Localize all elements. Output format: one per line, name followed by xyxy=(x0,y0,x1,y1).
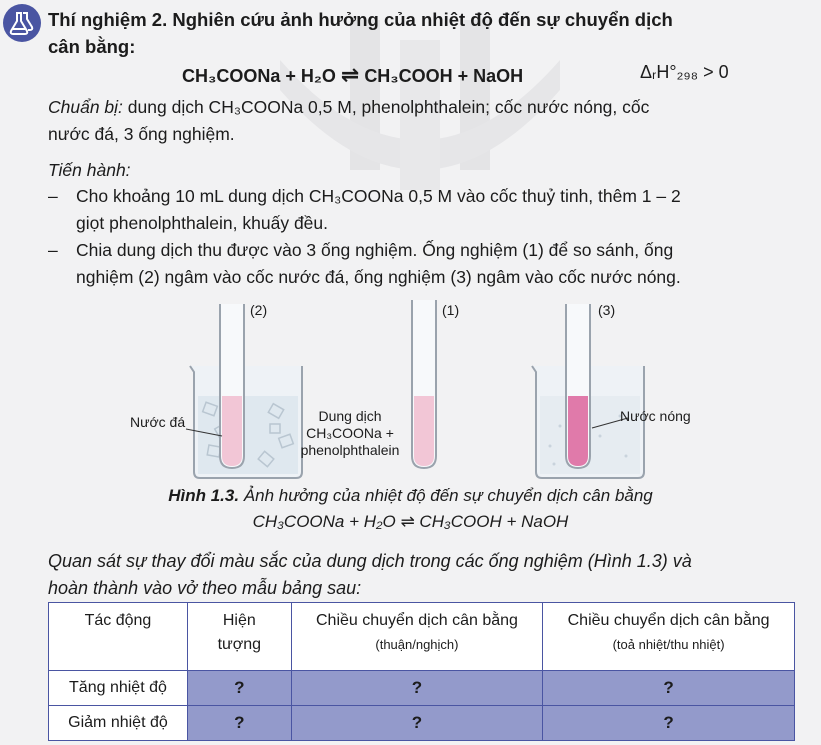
step-2-line-1: Chia dung dịch thu được vào 3 ống nghiệm. Ống nghiệm (1) để so sánh, ống xyxy=(76,240,674,260)
table-cell: ? xyxy=(187,671,291,706)
table-cell: ? xyxy=(187,706,291,741)
procedure-step-2: – Chia dung dịch thu được vào 3 ống nghiệm. Ống nghiệm (1) để so sánh, ống nghiệm (2) ngâm vào cốc nước đá, ống nghiệm (3) ngâm vào cốc nước nóng. xyxy=(48,240,681,287)
header-phenomenon: Hiện tượng xyxy=(187,603,291,671)
step-1-line-1: Cho khoảng 10 mL dung dịch CH₃COONa 0,5 M vào cốc thuỷ tinh, thêm 1 – 2 xyxy=(76,186,681,206)
experiment-title xyxy=(48,6,808,60)
header-heat: Chiều chuyển dịch cân bằng (toả nhiệt/thu nhiệt) xyxy=(543,603,795,671)
hot-water-label: Nước nóng xyxy=(620,408,691,424)
tube-3-label: (3) xyxy=(598,302,616,318)
title-line-2: cân bằng: xyxy=(48,36,136,57)
equation-products: CH₃COOH + NaOH xyxy=(364,66,524,86)
tube-1 xyxy=(412,300,436,468)
answer-table xyxy=(48,602,795,741)
tube-2-label: (2) xyxy=(250,302,268,318)
tube-1-label: (1) xyxy=(442,302,460,318)
table-row xyxy=(49,706,795,741)
preparation-label: Chuẩn bị: xyxy=(48,97,123,117)
preparation-line-2: nước đá, 3 ống nghiệm. xyxy=(48,124,235,144)
step-2-line-2: nghiệm (2) ngâm vào cốc nước đá, ống nghiệm (3) ngâm vào cốc nước nóng. xyxy=(76,267,681,287)
caption-figure-number: Hình 1.3. xyxy=(168,486,240,505)
procedure-step-1: – Cho khoảng 10 mL dung dịch CH₃COONa 0,5 M vào cốc thuỷ tinh, thêm 1 – 2 giọt phenolphthalein, khuấy đều. xyxy=(48,186,681,233)
experiment-icon xyxy=(3,4,41,42)
table-header-row xyxy=(49,603,795,671)
preparation-text xyxy=(48,94,793,148)
row-label: Tăng nhiệt độ xyxy=(49,671,188,706)
preparation-line-1: dung dịch CH₃COONa 0,5 M, phenolphthalein; cốc nước nóng, cốc xyxy=(127,97,650,117)
tube-3 xyxy=(566,304,590,468)
figure-caption xyxy=(0,486,821,506)
reaction-equation xyxy=(182,62,523,88)
figure-illustration xyxy=(120,296,720,486)
step-1-line-2: giọt phenolphthalein, khuấy đều. xyxy=(76,213,329,233)
caption-text: Ảnh hưởng của nhiệt độ đến sự chuyển dịch cân bằng xyxy=(243,486,653,505)
header-direction: Chiều chuyển dịch cân bằng (thuận/nghịch) xyxy=(291,603,542,671)
procedure-label: Tiến hành: xyxy=(48,160,131,180)
table-cell: ? xyxy=(291,671,542,706)
question-text: Quan sát sự thay đổi màu sắc của dung dịch trong các ống nghiệm (Hình 1.3) và hoàn thành vào vở theo mẫu bảng sau: xyxy=(48,551,692,598)
equilibrium-arrow: ⇌ xyxy=(340,62,360,87)
ice-beaker xyxy=(190,366,302,478)
table-cell: ? xyxy=(543,706,795,741)
table-cell: ? xyxy=(291,706,542,741)
header-action: Tác động xyxy=(49,603,188,671)
equation-reactants: CH₃COONa + H₂O xyxy=(182,66,336,86)
tube-2 xyxy=(220,304,244,468)
caption-equation: CH₃COONa + H₂O ⇌ CH₃COOH + NaOH xyxy=(252,512,569,531)
title-line-1: Thí nghiệm 2. Nghiên cứu ảnh hưởng của nhiệt độ đến sự chuyển dịch xyxy=(48,9,673,30)
solution-label: Dung dịch CH₃COONa + phenolphthalein xyxy=(300,408,400,458)
figure-1-3 xyxy=(120,296,720,486)
table-cell: ? xyxy=(543,671,795,706)
enthalpy-value: ΔᵣH°₂₉₈ > 0 xyxy=(640,62,729,82)
table-row xyxy=(49,671,795,706)
row-label: Giảm nhiệt độ xyxy=(49,706,188,741)
ice-water-label: Nước đá xyxy=(130,414,186,430)
